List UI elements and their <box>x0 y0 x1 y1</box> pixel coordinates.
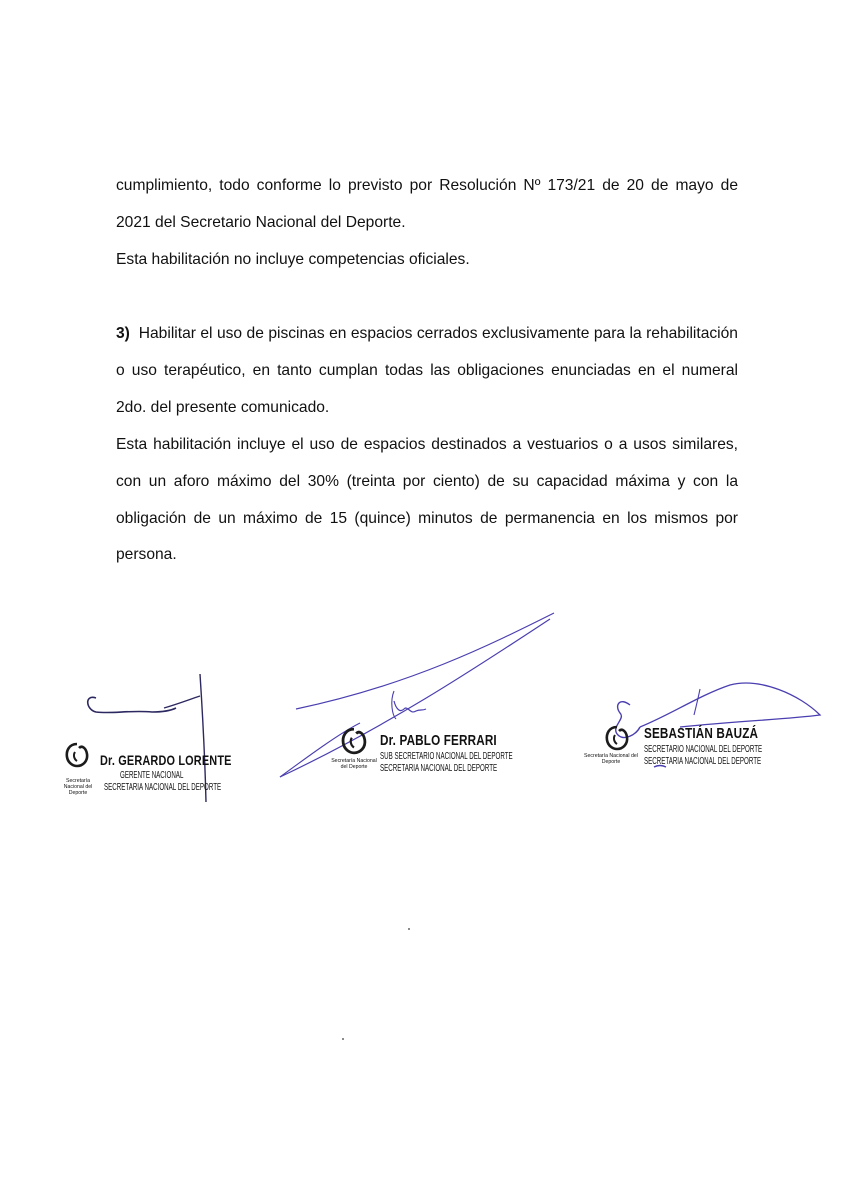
secretaria-logo-icon <box>340 727 368 755</box>
paragraph-compliance: cumplimiento, todo conforme lo previsto por Resolución Nº 173/21 de 20 de mayo de 2021 del Secretario Nacional del Deporte. <box>116 177 738 231</box>
signer-institution: SECRETARIA NACIONAL DEL DEPORTE <box>104 782 222 793</box>
secretaria-logo-icon <box>604 725 630 751</box>
scan-speck <box>408 928 410 930</box>
signer-title: SUB SECRETARIO NACIONAL DEL DEPORTE <box>380 751 513 762</box>
logo-caption: Secretaría Nacional del Deporte <box>331 758 377 770</box>
logo-caption: Secretaría Nacional del Deporte <box>584 753 638 765</box>
signer-title: GERENTE NACIONAL <box>120 770 184 781</box>
secretaria-logo-icon <box>64 742 90 768</box>
paragraph-item-3 <box>116 316 738 426</box>
signer-institution: SECRETARIA NACIONAL DEL DEPORTE <box>644 756 762 767</box>
signature-block-bauza <box>580 675 830 785</box>
item-number: 3) <box>116 325 130 342</box>
signer-name: SEBASTIÁN BAUZÁ <box>644 725 759 742</box>
scan-speck <box>342 1038 344 1040</box>
signer-title: SECRETARIO NACIONAL DEL DEPORTE <box>644 744 763 755</box>
signature-block-ferrari <box>270 605 570 785</box>
paragraph-no-competitions: Esta habilitación no incluye competencias oficiales. <box>116 251 470 268</box>
signature-block-lorente <box>60 660 232 810</box>
item-3-text: Habilitar el uso de piscinas en espacios cerrados exclusivamente para la rehabilitación o uso terapéutico, en tanto cumplan todas las obligaciones enunciadas en el numeral 2do. del presente comunicado. <box>116 325 738 416</box>
signer-name: Dr. GERARDO LORENTE <box>100 752 232 768</box>
signer-institution: SECRETARIA NACIONAL DEL DEPORTE <box>380 763 498 774</box>
signer-name: Dr. PABLO FERRARI <box>380 732 497 749</box>
logo-caption: Secretaría Nacional del Deporte <box>63 778 93 796</box>
paragraph-locker-rooms: Esta habilitación incluye el uso de espacios destinados a vestuarios o a usos similares, con un aforo máximo del 30% (treinta por ciento) de su capacidad máxima y con la obligación de un máximo de 15 (quince) minutos de permanencia en los mismos por persona. <box>116 436 738 564</box>
